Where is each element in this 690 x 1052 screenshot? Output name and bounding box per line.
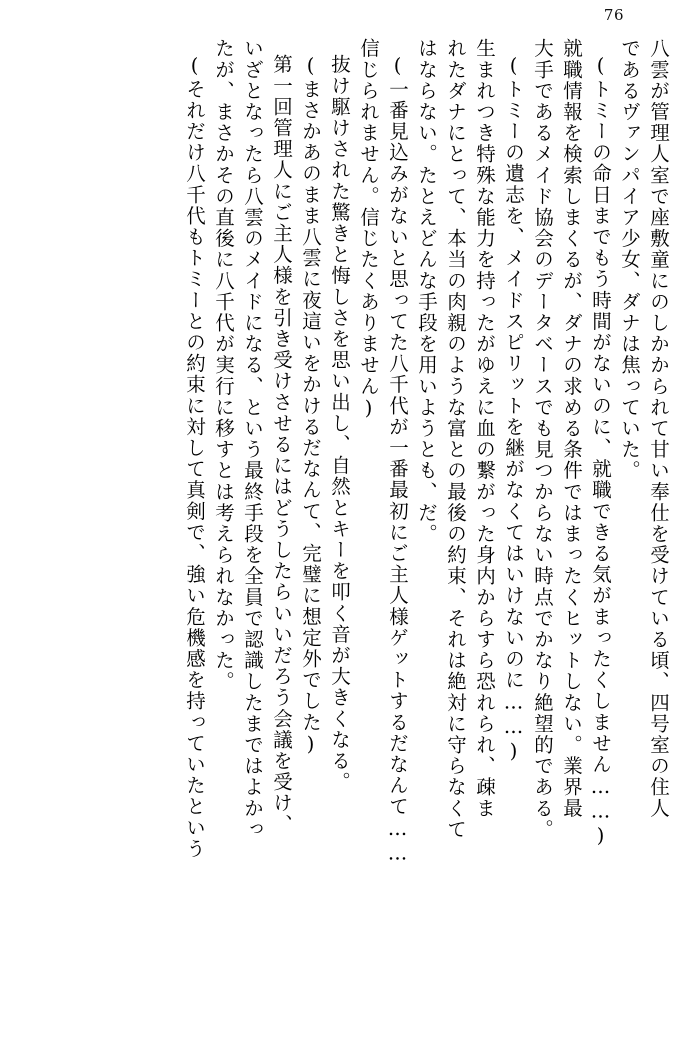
text-column: 抜け駆けされた驚きと悔しさを思い出し、自然とキーを叩く音が大きくなる。: [328, 54, 351, 793]
text-column: 大手であるメイド協会のデータベースでも見つからない時点でかなり絶望的である。: [531, 38, 554, 840]
text-column: いざとなったら八雲のメイドになる、という最終手段を全員で認識したまではよかっ: [241, 38, 264, 840]
text-column: (まさかあのまま八雲に夜這いをかけるだなんて、完璧に想定外でした): [299, 54, 322, 758]
text-column: れたダナにとって、本当の肉親のような富との最後の約束、それは絶対に守らなくて: [444, 38, 467, 840]
text-column: (それだけ八千代もトミーとの約束に対して真剣で、強い危機感を持っていたという: [183, 54, 206, 860]
text-column: 信じられません。信じたくありません): [357, 38, 380, 422]
text-column: (トミーの遺志を、メイドスピリットを継がなくてはいけないのに……): [502, 54, 525, 765]
text-column: であるヴァンパイア少女、ダナは焦っていた。: [618, 38, 641, 482]
text-column: 八雲が管理人室で座敷童にのしかかられて甘い奉仕を受けている頃、四号室の住人: [647, 38, 670, 819]
page-number: 76: [603, 6, 624, 24]
text-column: 第一回管理人にご主人様を引き受けさせるにはどうしたらいいだろう会議を受け、: [270, 54, 293, 835]
text-column: はならない。たとえどんな手段を用いようとも、だ。: [415, 38, 438, 545]
text-column: (トミーの命日までもう時間がないのに、就職できる気がまったくしません……): [589, 54, 612, 849]
text-column: (一番見込みがないと思ってた八千代が一番最初にご主人様ゲットするだなんて……: [386, 54, 409, 867]
text-column: 生まれつき特殊な能力を持ったがゆえに血の繋がった身内からすら恐れられ、疎ま: [473, 38, 496, 819]
text-column: たが、まさかその直後に八千代が実行に移すとは考えられなかった。: [212, 38, 235, 693]
text-column: 就職情報を検索しまくるが、ダナの求める条件ではまったくヒットしない。業界最: [560, 38, 583, 819]
vertical-text-body: [22, 38, 668, 1036]
